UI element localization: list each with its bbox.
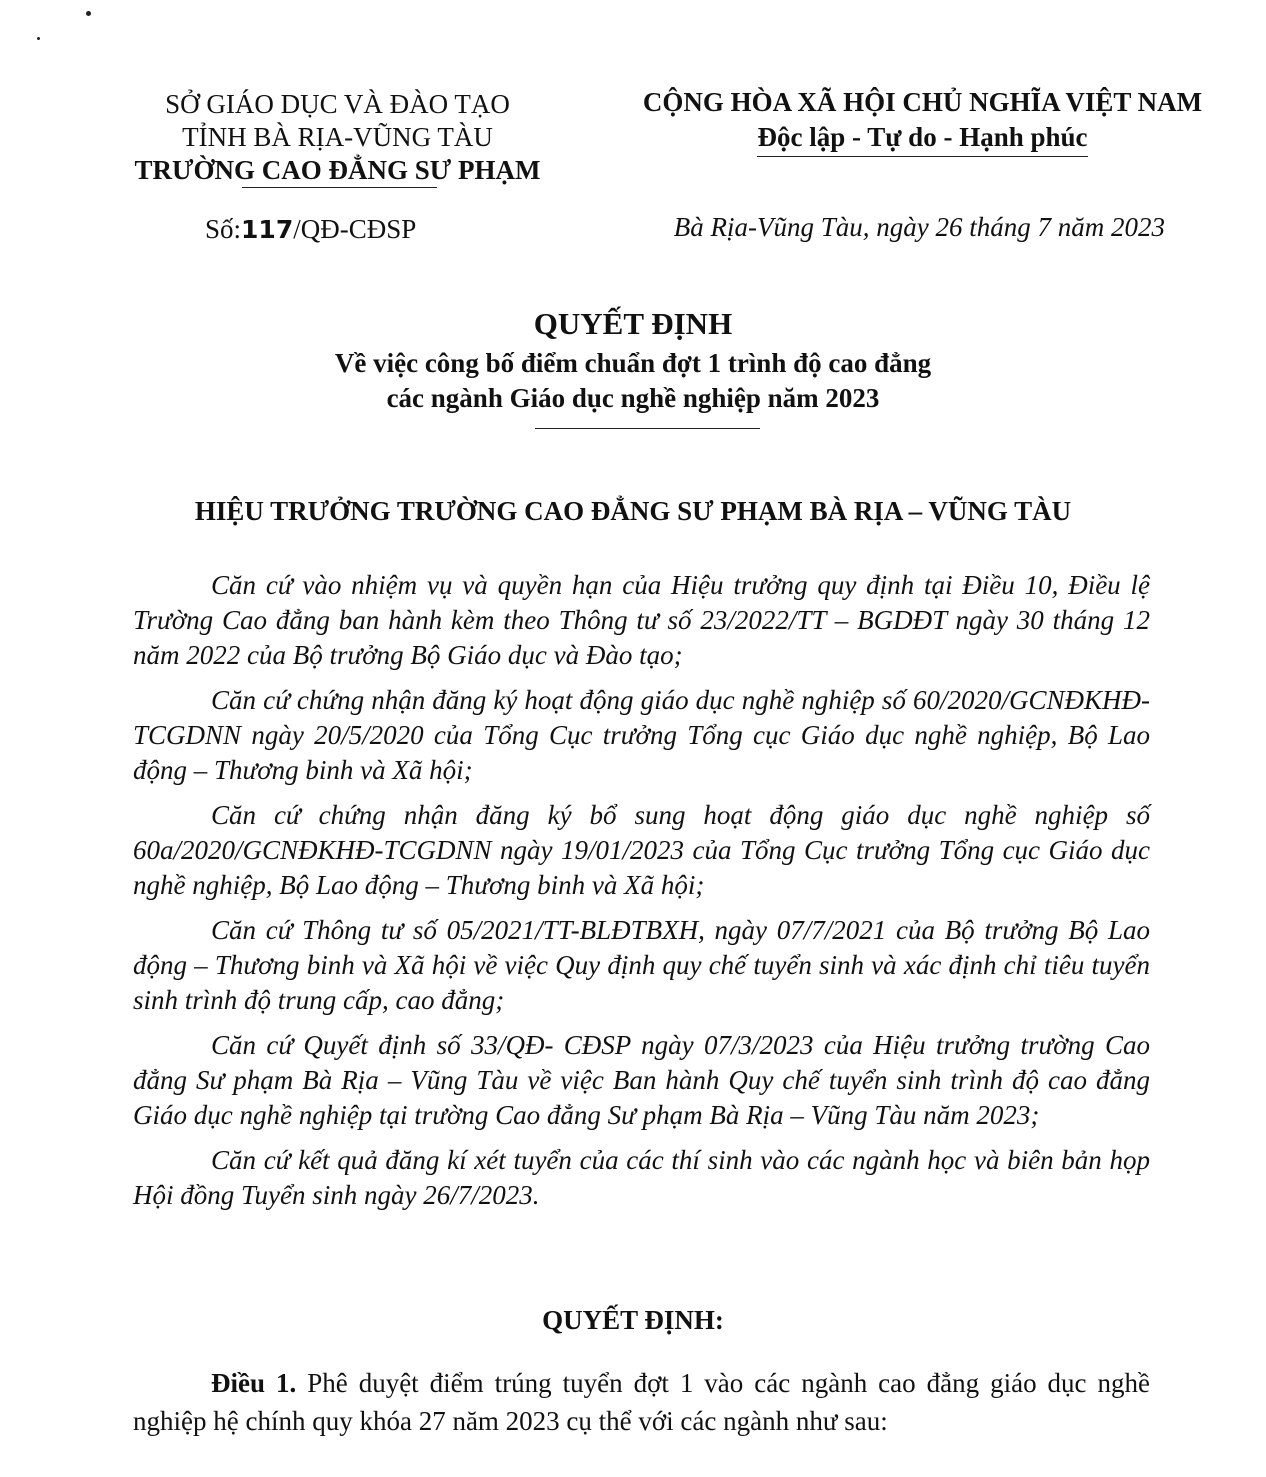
title-main: QUYẾT ĐỊNH [533,306,733,341]
article-1 [133,1364,1150,1440]
legal-basis [133,568,1150,1223]
authority-underline [242,187,437,188]
document-title [110,302,1156,416]
legal-basis-item: Căn cứ vào nhiệm vụ và quyền hạn của Hiệu trưởng quy định tại Điều 10, Điều lệ Trường Cao đẳng ban hành kèm theo Thông tư số 23/2022/TT – BGDĐT ngày 30 tháng 12 năm 2022 của Bộ trưởng Bộ Giáo dục và Đào tạo; [133,570,1150,670]
title-subject-line1: Về việc công bố điểm chuẩn đợt 1 trình độ cao đẳng [334,348,932,378]
national-name: CỘNG HÒA XÃ HỘI CHỦ NGHĨA VIỆT NAM [642,87,1203,117]
decision-heading: QUYẾT ĐỊNH: [542,1305,724,1335]
authority-province: TỈNH BÀ RỊA-VŨNG TÀU [182,122,493,152]
scan-speck [37,37,40,40]
national-motto [605,85,1240,157]
article-1-label: Điều 1. [211,1368,297,1398]
issuer-heading: HIỆU TRƯỞNG TRƯỜNG CAO ĐẲNG SƯ PHẠM BÀ RỊA – VŨNG TÀU [194,496,1072,526]
document-number-prefix: Số: [205,214,242,244]
motto-line: Độc lập - Tự do - Hạnh phúc [757,120,1087,157]
legal-basis-item: Căn cứ chứng nhận đăng ký hoạt động giáo dục nghề nghiệp số 60/2020/GCNĐKHĐ-TCGDNN ngày 20/5/2020 của Tổng Cục trưởng Tổng cục Giáo dục nghề nghiệp, Bộ Lao động – Thương binh và Xã hội; [133,685,1150,785]
legal-basis-item: Căn cứ chứng nhận đăng ký bổ sung hoạt động giáo dục nghề nghiệp số 60a/2020/GCNĐKHĐ-TCGDNN ngày 19/01/2023 của Tổng Cục trưởng Tổng cục Giáo dục nghề nghiệp, Bộ Lao động – Thương binh và Xã hội; [133,800,1150,900]
legal-basis-item: Căn cứ kết quả đăng kí xét tuyển của các thí sinh vào các ngành học và biên bản họp Hội đồng Tuyển sinh ngày 26/7/2023. [133,1145,1150,1210]
authority-school: TRƯỜNG CAO ĐẲNG SƯ PHẠM [134,155,541,185]
issue-date: Bà Rịa-Vũng Tàu, ngày 26 tháng 7 năm 2023 [673,212,1165,242]
article-1-text: Phê duyệt điểm trúng tuyển đợt 1 vào các ngành cao đẳng giáo dục nghề nghiệp hệ chính quy khóa 27 năm 2023 cụ thể với các ngành như sau: [133,1368,1150,1436]
title-underline [535,428,760,429]
issuing-authority [110,88,565,187]
legal-basis-item: Căn cứ Quyết định số 33/QĐ- CĐSP ngày 07/3/2023 của Hiệu trưởng trường Cao đẳng Sư phạm Bà Rịa – Vũng Tàu về việc Ban hành Quy chế tuyển sinh trình độ cao đẳng Giáo dục nghề nghiệp tại trường Cao đẳng Sư phạm Bà Rịa – Vũng Tàu năm 2023; [133,1030,1150,1130]
document-number-value: 117 [241,215,294,244]
legal-basis-item: Căn cứ Thông tư số 05/2021/TT-BLĐTBXH, ngày 07/7/2021 của Bộ trưởng Bộ Lao động – Thương binh và Xã hội về việc Quy định quy chế tuyển sinh và xác định chỉ tiêu tuyển sinh trình độ trung cấp, cao đẳng; [133,915,1150,1015]
document-number [205,214,416,245]
title-subject-line2: các ngành Giáo dục nghề nghiệp năm 2023 [386,383,880,413]
article-1-paragraph [133,1364,1150,1440]
scan-speck [86,11,91,16]
document-number-suffix: /QĐ-CĐSP [293,214,417,244]
authority-department: SỞ GIÁO DỤC VÀ ĐÀO TẠO [165,89,510,119]
